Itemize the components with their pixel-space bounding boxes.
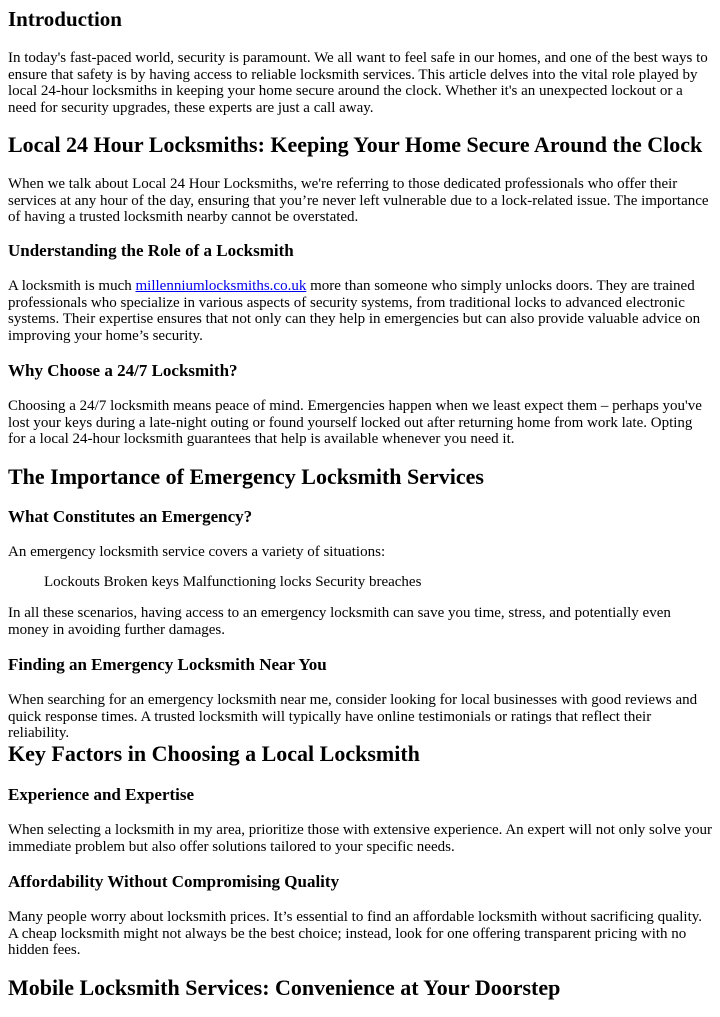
paragraph-introduction: In today's fast-paced world, security is paramount. We all want to feel safe in our homes, and one of the best ways to ensure that safety is by having access to reliable locksmith services. This article delves into the vital role played by local 24-hour locksmiths in keeping your home secure around the clock. Whether it's an unexpected lockout or a need for security upgrades, these experts are just a call away. [8, 50, 708, 116]
paragraph-experience-expertise: When selecting a locksmith in my area, prioritize those with extensive experience. An expert will not only solve your immediate problem but also offer solutions tailored to your specific needs. [8, 822, 712, 855]
heading-why-choose-24-7: Why Choose a 24/7 Locksmith? [8, 361, 238, 380]
heading-mobile-locksmith-services: Mobile Locksmith Services: Convenience at Your Doorstep [8, 975, 561, 1000]
heading-introduction: Introduction [8, 7, 122, 31]
heading-experience-expertise: Experience and Expertise [8, 785, 195, 804]
paragraph-role-of-locksmith [8, 278, 712, 344]
list-item: Lockouts [44, 574, 100, 590]
millennium-locksmiths-link[interactable]: millenniumlocksmiths.co.uk [135, 278, 307, 294]
paragraph-why-choose-24-7: Choosing a 24/7 locksmith means peace of mind. Emergencies happen when we least expect them – perhaps you've lost your keys during a late-night outing or found yourself locked out after returning home from work late. Opting for a local 24-hour locksmith guarantees that help is available whenever you need it. [8, 398, 702, 447]
paragraph-role-text-end: more than someone who simply unlocks doors. They are trained professionals who specialize in various aspects of security systems, from traditional locks to advanced electronic systems. Their expertise ensures that not only can they help in emergencies but can also provide valuable advice on improving your home’s security. [8, 278, 701, 344]
heading-local-24-hour-locksmiths: Local 24 Hour Locksmiths: Keeping Your Home Secure Around the Clock [8, 132, 703, 157]
list-item: Malfunctioning locks [182, 574, 312, 590]
emergency-situations-list [44, 574, 712, 591]
list-item: Broken keys [103, 574, 179, 590]
heading-key-factors: Key Factors in Choosing a Local Locksmith [8, 741, 420, 766]
heading-affordability: Affordability Without Compromising Quality [8, 872, 340, 891]
heading-what-constitutes-emergency: What Constitutes an Emergency? [8, 507, 253, 526]
list-item: Security breaches [315, 574, 422, 590]
paragraph-local-24-hour-locksmiths: When we talk about Local 24 Hour Locksmiths, we're referring to those dedicated professionals who offer their services at any hour of the day, ensuring that you’re never left vulnerable due to a lock-related issue. The importance of having a trusted locksmith nearby cannot be overstated. [8, 176, 709, 225]
heading-importance-emergency-services: The Importance of Emergency Locksmith Services [8, 464, 484, 489]
paragraph-finding-emergency-locksmith: When searching for an emergency locksmith near me, consider looking for local businesses with good reviews and quick response times. A trusted locksmith will typically have online testimonials or ratings that reflect their reliability. [8, 692, 698, 741]
heading-finding-emergency-locksmith: Finding an Emergency Locksmith Near You [8, 655, 327, 674]
paragraph-affordability: Many people worry about locksmith prices. It’s essential to find an affordable locksmith without sacrificing quality. A cheap locksmith might not always be the best choice; instead, look for one offering transparent pricing with no hidden fees. [8, 909, 703, 958]
paragraph-emergency-situations-intro: An emergency locksmith service covers a variety of situations: [8, 544, 386, 560]
heading-role-of-locksmith: Understanding the Role of a Locksmith [8, 241, 294, 260]
paragraph-scenarios: In all these scenarios, having access to an emergency locksmith can save you time, stress, and potentially even money in avoiding further damages. [8, 605, 671, 638]
paragraph-role-text-start: A locksmith is much [8, 278, 136, 294]
